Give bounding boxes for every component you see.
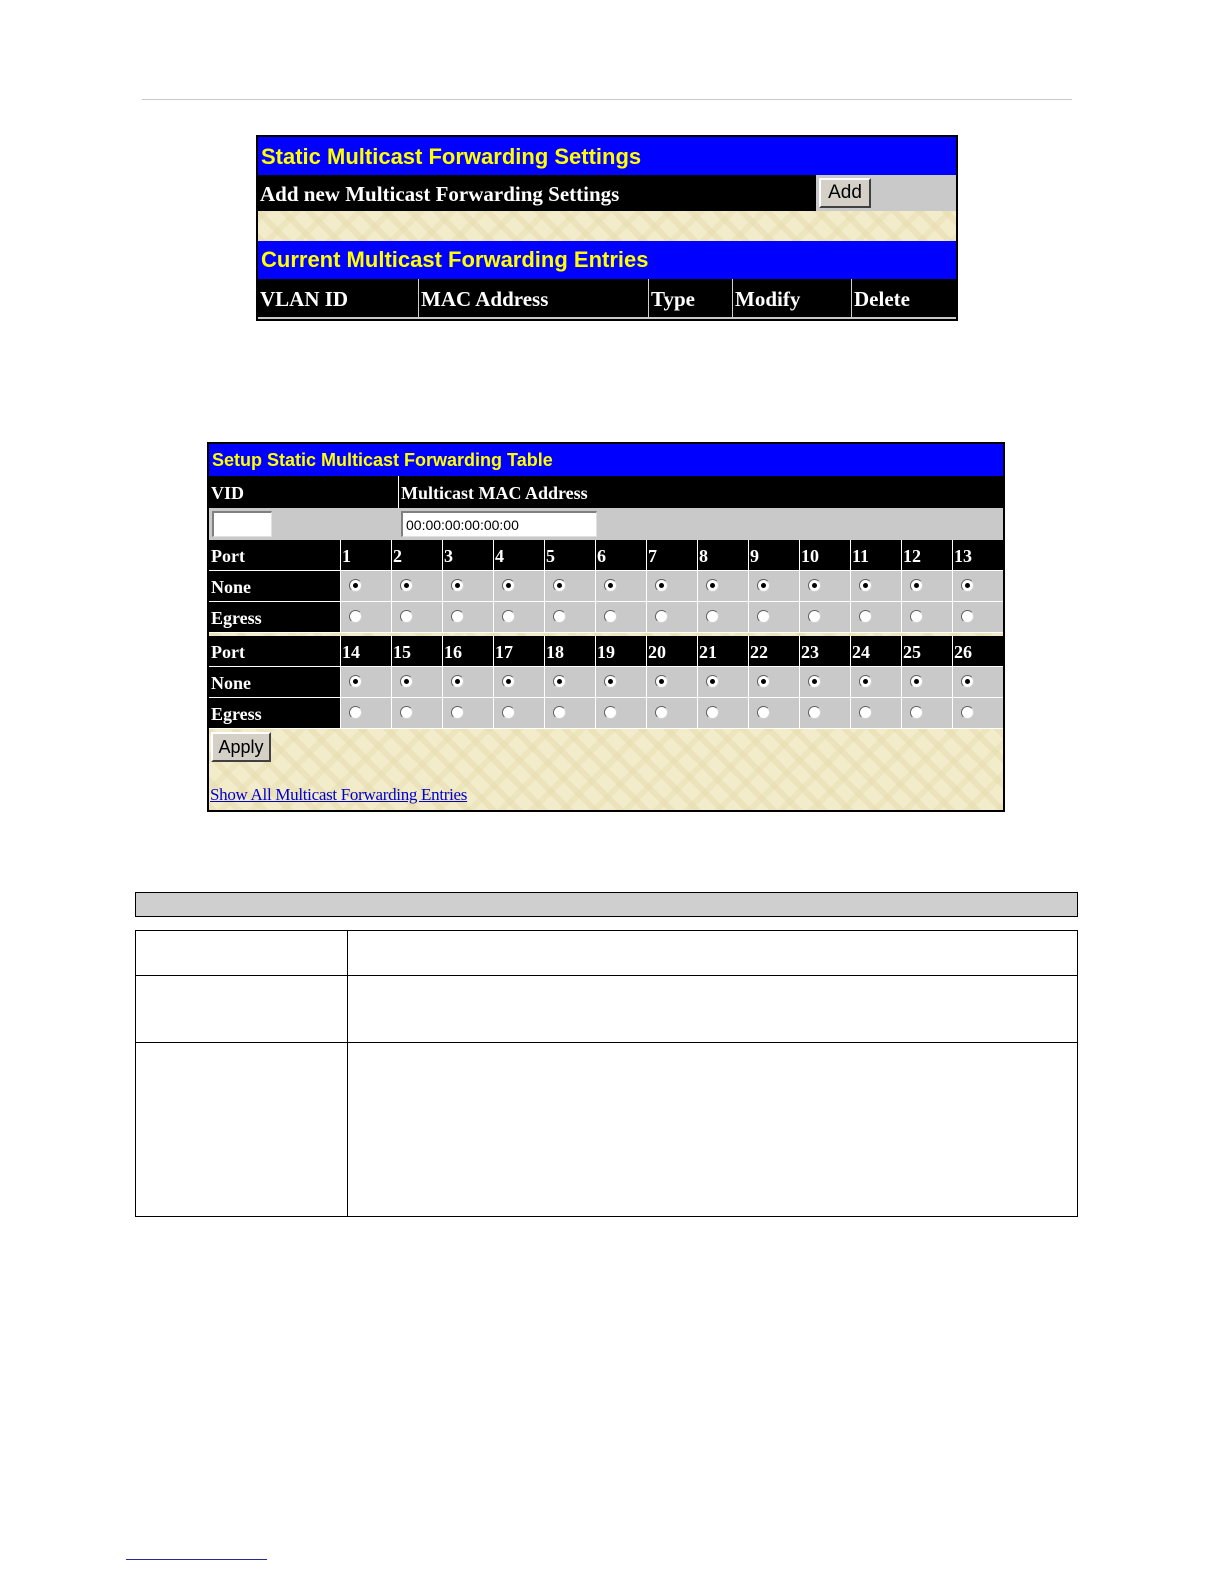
egress-row bbox=[209, 698, 1003, 729]
egress-radio-port-4[interactable] bbox=[502, 610, 515, 623]
add-cell bbox=[816, 175, 956, 211]
egress-radio-port-6[interactable] bbox=[604, 610, 617, 623]
radio-cell bbox=[493, 571, 544, 602]
port-number: 25 bbox=[901, 636, 952, 667]
col-modify: Modify bbox=[732, 279, 851, 317]
none-radio-port-1[interactable] bbox=[349, 579, 362, 592]
radio-cell bbox=[901, 602, 952, 633]
egress-row bbox=[209, 602, 1003, 633]
port-number: 15 bbox=[391, 636, 442, 667]
radio-cell bbox=[340, 571, 391, 602]
radio-cell bbox=[697, 571, 748, 602]
radio-cell bbox=[850, 698, 901, 729]
radio-cell bbox=[595, 667, 646, 698]
egress-radio-port-5[interactable] bbox=[553, 610, 566, 623]
static-multicast-settings-panel bbox=[256, 135, 958, 321]
port-number: 23 bbox=[799, 636, 850, 667]
port-number: 6 bbox=[595, 540, 646, 571]
none-radio-port-12[interactable] bbox=[910, 579, 923, 592]
none-radio-port-21[interactable] bbox=[706, 675, 719, 688]
port-number: 7 bbox=[646, 540, 697, 571]
none-radio-port-11[interactable] bbox=[859, 579, 872, 592]
radio-cell bbox=[391, 698, 442, 729]
port-number: 5 bbox=[544, 540, 595, 571]
egress-radio-port-9[interactable] bbox=[757, 610, 770, 623]
col-delete: Delete bbox=[851, 279, 956, 317]
egress-radio-port-19[interactable] bbox=[604, 706, 617, 719]
egress-radio-port-26[interactable] bbox=[961, 706, 974, 719]
add-row bbox=[258, 175, 956, 211]
port-number: 26 bbox=[952, 636, 1003, 667]
port-row-label: Port bbox=[209, 636, 340, 667]
egress-radio-port-21[interactable] bbox=[706, 706, 719, 719]
entries-title: Current Multicast Forwarding Entries bbox=[258, 241, 956, 279]
egress-radio-port-17[interactable] bbox=[502, 706, 515, 719]
port-number: 24 bbox=[850, 636, 901, 667]
none-radio-port-2[interactable] bbox=[400, 579, 413, 592]
none-radio-port-10[interactable] bbox=[808, 579, 821, 592]
table-divider bbox=[347, 931, 348, 1216]
none-radio-port-24[interactable] bbox=[859, 675, 872, 688]
port-number: 11 bbox=[850, 540, 901, 571]
radio-cell bbox=[493, 698, 544, 729]
radio-cell bbox=[442, 602, 493, 633]
none-radio-port-25[interactable] bbox=[910, 675, 923, 688]
egress-radio-port-10[interactable] bbox=[808, 610, 821, 623]
apply-area bbox=[209, 730, 1003, 810]
none-radio-port-13[interactable] bbox=[961, 579, 974, 592]
port-number: 16 bbox=[442, 636, 493, 667]
radio-cell bbox=[952, 667, 1003, 698]
port-row bbox=[209, 540, 1003, 571]
table-row-line bbox=[136, 1042, 1077, 1043]
port-grid-2 bbox=[209, 636, 1003, 730]
none-radio-port-14[interactable] bbox=[349, 675, 362, 688]
radio-cell bbox=[442, 667, 493, 698]
none-row bbox=[209, 571, 1003, 602]
egress-radio-port-25[interactable] bbox=[910, 706, 923, 719]
port-row bbox=[209, 636, 1003, 667]
header-bottom-line bbox=[258, 317, 956, 319]
port-number: 10 bbox=[799, 540, 850, 571]
egress-radio-port-24[interactable] bbox=[859, 706, 872, 719]
egress-radio-port-16[interactable] bbox=[451, 706, 464, 719]
egress-radio-port-13[interactable] bbox=[961, 610, 974, 623]
apply-button[interactable]: Apply bbox=[211, 732, 271, 762]
radio-cell bbox=[646, 571, 697, 602]
egress-row-label: Egress bbox=[209, 602, 340, 633]
radio-cell bbox=[595, 571, 646, 602]
none-radio-port-8[interactable] bbox=[706, 579, 719, 592]
radio-cell bbox=[493, 602, 544, 633]
none-radio-port-18[interactable] bbox=[553, 675, 566, 688]
radio-cell bbox=[391, 602, 442, 633]
none-radio-port-26[interactable] bbox=[961, 675, 974, 688]
entries-header-row bbox=[258, 279, 956, 317]
egress-radio-port-12[interactable] bbox=[910, 610, 923, 623]
radio-cell bbox=[391, 667, 442, 698]
port-number: 17 bbox=[493, 636, 544, 667]
setup-multicast-table-panel bbox=[207, 442, 1005, 812]
radio-cell bbox=[748, 698, 799, 729]
vid-mac-header-row bbox=[209, 476, 1003, 508]
radio-cell bbox=[340, 667, 391, 698]
port-number: 20 bbox=[646, 636, 697, 667]
none-radio-port-7[interactable] bbox=[655, 579, 668, 592]
port-number: 4 bbox=[493, 540, 544, 571]
radio-cell bbox=[901, 667, 952, 698]
port-number: 1 bbox=[340, 540, 391, 571]
none-radio-port-9[interactable] bbox=[757, 579, 770, 592]
radio-cell bbox=[850, 571, 901, 602]
radio-cell bbox=[442, 571, 493, 602]
radio-cell bbox=[799, 602, 850, 633]
radio-cell bbox=[850, 667, 901, 698]
none-row bbox=[209, 667, 1003, 698]
radio-cell bbox=[799, 667, 850, 698]
port-number: 18 bbox=[544, 636, 595, 667]
col-mac-address: MAC Address bbox=[418, 279, 648, 317]
col-vlan-id: VLAN ID bbox=[260, 287, 349, 311]
port-number: 3 bbox=[442, 540, 493, 571]
table-row-line bbox=[136, 975, 1077, 976]
none-radio-port-15[interactable] bbox=[400, 675, 413, 688]
none-radio-port-5[interactable] bbox=[553, 579, 566, 592]
radio-cell bbox=[748, 571, 799, 602]
add-label: Add new Multicast Forwarding Settings bbox=[258, 175, 816, 211]
egress-radio-port-8[interactable] bbox=[706, 610, 719, 623]
spacer bbox=[258, 211, 956, 241]
radio-cell bbox=[952, 571, 1003, 602]
none-row-label: None bbox=[209, 667, 340, 698]
port-number: 21 bbox=[697, 636, 748, 667]
port-number: 19 bbox=[595, 636, 646, 667]
none-row-label: None bbox=[209, 571, 340, 602]
radio-cell bbox=[595, 602, 646, 633]
radio-cell bbox=[340, 698, 391, 729]
egress-radio-port-2[interactable] bbox=[400, 610, 413, 623]
port-number: 22 bbox=[748, 636, 799, 667]
page-top-rule bbox=[142, 99, 1072, 100]
vid-input[interactable] bbox=[212, 511, 272, 537]
port-number: 14 bbox=[340, 636, 391, 667]
radio-cell bbox=[442, 698, 493, 729]
port-row-label: Port bbox=[209, 540, 340, 571]
port-grid-1 bbox=[209, 540, 1003, 634]
egress-radio-port-14[interactable] bbox=[349, 706, 362, 719]
radio-cell bbox=[850, 602, 901, 633]
egress-radio-port-3[interactable] bbox=[451, 610, 464, 623]
radio-cell bbox=[340, 602, 391, 633]
footer-rule bbox=[126, 1559, 267, 1560]
radio-cell bbox=[748, 602, 799, 633]
radio-cell bbox=[544, 698, 595, 729]
radio-cell bbox=[901, 571, 952, 602]
radio-cell bbox=[646, 667, 697, 698]
egress-radio-port-18[interactable] bbox=[553, 706, 566, 719]
setup-title: Setup Static Multicast Forwarding Table bbox=[209, 444, 1003, 476]
vid-mac-input-row bbox=[209, 508, 1003, 540]
radio-cell bbox=[646, 602, 697, 633]
radio-cell bbox=[799, 698, 850, 729]
panel-title: Static Multicast Forwarding Settings bbox=[258, 137, 956, 175]
none-radio-port-6[interactable] bbox=[604, 579, 617, 592]
col-type: Type bbox=[648, 279, 732, 317]
radio-cell bbox=[901, 698, 952, 729]
none-radio-port-20[interactable] bbox=[655, 675, 668, 688]
egress-radio-port-1[interactable] bbox=[349, 610, 362, 623]
port-number: 8 bbox=[697, 540, 748, 571]
description-table bbox=[135, 930, 1078, 1217]
radio-cell bbox=[697, 667, 748, 698]
radio-cell bbox=[748, 667, 799, 698]
egress-row-label: Egress bbox=[209, 698, 340, 729]
port-number: 12 bbox=[901, 540, 952, 571]
egress-radio-port-22[interactable] bbox=[757, 706, 770, 719]
radio-cell bbox=[799, 571, 850, 602]
radio-cell bbox=[391, 571, 442, 602]
none-radio-port-23[interactable] bbox=[808, 675, 821, 688]
mac-address-input[interactable] bbox=[401, 511, 597, 537]
none-radio-port-3[interactable] bbox=[451, 579, 464, 592]
egress-radio-port-11[interactable] bbox=[859, 610, 872, 623]
description-table-header bbox=[135, 892, 1078, 917]
radio-cell bbox=[544, 602, 595, 633]
port-number: 13 bbox=[952, 540, 1003, 571]
radio-cell bbox=[697, 698, 748, 729]
none-radio-port-17[interactable] bbox=[502, 675, 515, 688]
add-button[interactable]: Add bbox=[819, 178, 871, 208]
vid-label: VID bbox=[211, 483, 245, 503]
port-number: 2 bbox=[391, 540, 442, 571]
port-number: 9 bbox=[748, 540, 799, 571]
egress-radio-port-7[interactable] bbox=[655, 610, 668, 623]
egress-radio-port-23[interactable] bbox=[808, 706, 821, 719]
mac-label: Multicast MAC Address bbox=[398, 476, 1003, 508]
radio-cell bbox=[646, 698, 697, 729]
none-radio-port-16[interactable] bbox=[451, 675, 464, 688]
radio-cell bbox=[493, 667, 544, 698]
radio-cell bbox=[952, 602, 1003, 633]
radio-cell bbox=[952, 698, 1003, 729]
radio-cell bbox=[697, 602, 748, 633]
none-radio-port-19[interactable] bbox=[604, 675, 617, 688]
egress-radio-port-15[interactable] bbox=[400, 706, 413, 719]
radio-cell bbox=[544, 571, 595, 602]
radio-cell bbox=[595, 698, 646, 729]
none-radio-port-4[interactable] bbox=[502, 579, 515, 592]
none-radio-port-22[interactable] bbox=[757, 675, 770, 688]
radio-cell bbox=[544, 667, 595, 698]
egress-radio-port-20[interactable] bbox=[655, 706, 668, 719]
show-all-entries-link[interactable]: Show All Multicast Forwarding Entries bbox=[210, 785, 468, 804]
